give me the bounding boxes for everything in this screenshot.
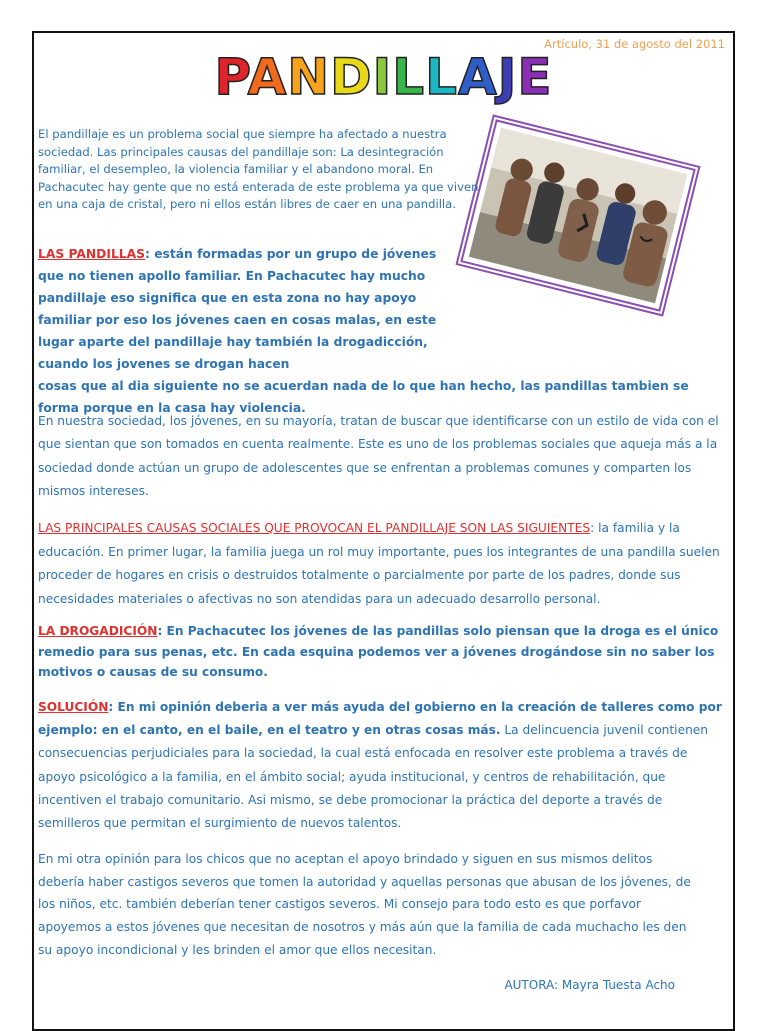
document-page — [32, 31, 735, 1031]
drugs-label: LA DROGADICIÓN — [38, 624, 158, 638]
title-letter: L — [392, 48, 426, 106]
title-letter: I — [372, 48, 393, 106]
title-letter: J — [497, 48, 518, 106]
article-date: Artículo, 31 de agosto del 2011 — [544, 37, 725, 51]
solution-label: SOLUCIÓN — [38, 700, 109, 714]
title-letter: L — [425, 48, 459, 106]
title-letter: A — [247, 48, 288, 106]
title-letter: N — [287, 48, 331, 106]
page-title — [34, 47, 733, 107]
causes-label: LAS PRINCIPALES CAUSAS SOCIALES QUE PROVOCAN EL PANDILLAJE SON LAS SIGUIENTES — [38, 521, 591, 535]
solution-bold-text: : En mi opinión deberia a ver más ayuda del gobierno en la creación de talleres como por ejemplo: en el canto, en el baile, en el teatro y en otras cosas más. — [38, 700, 722, 738]
pandillas-narrow — [38, 243, 458, 375]
title-letter: D — [330, 48, 373, 106]
causes-paragraph — [38, 517, 725, 611]
drugs-text: : En Pachacutec los jóvenes de las pandillas solo piensan que la droga es el único remedio para sus penas, etc. En cada esquina podemos ver a jóvenes drogándose sin no saber los motivos o causas de su consumo. — [38, 624, 719, 679]
pandillas-text-wide: cosas que al dia siguiente no se acuerdan nada de lo que han hecho, las pandillas tambien se forma porque en la casa hay violencia. — [38, 379, 689, 415]
pandillas-label: LAS PANDILLAS — [38, 247, 146, 261]
solution-text: La delincuencia juvenil contienen consecuencias perjudiciales para la sociedad, la cual está enfocada en resolver este problema a través de apoyo psicológico a la familia, en el ámbito social; ayuda institucional, y centros de rehabilitación, que incentiven el trabajo comunitario. Asi mismo, se debe promocionar la práctica del deporte a través de semilleros que permitan el surgimiento de nuevos talentos. — [38, 723, 709, 831]
title-letter: E — [517, 48, 553, 106]
title-letter: A — [458, 48, 498, 106]
drugs-paragraph — [38, 621, 725, 683]
opinion-paragraph: En mi otra opinión para los chicos que no aceptan el apoyo brindado y siguen en sus mismos delitos debería haber castigos severos que tomen la autoridad y aquellas personas que abusan de los jóvenes, de los niños, etc. también deberían tener castigos severos. Mi consejo para todo esto es que porfavor apoyemos a estos jóvenes que necesitan de nosotros y más aún que la familia de cada muchacho les den su apoyo incondicional y les brinden el amor que ellos necesitan. — [38, 852, 691, 957]
pandillas-paragraph — [38, 243, 725, 419]
solution-paragraph — [38, 696, 725, 835]
intro-paragraph: El pandillaje es un problema social que siempre ha afectado a nuestra sociedad. Las principales causas del pandillaje son: La desintegración familiar, el desempleo, la violencia familiar y el abandono moral. En Pachacutec hay gente que no está enterada de este problema ya que viven en una caja de cristal, pero ni ellos están libres de caer en una pandilla. — [38, 127, 479, 211]
title-letter: P — [214, 48, 248, 106]
society-paragraph: En nuestra sociedad, los jóvenes, en su mayoría, tratan de buscar que identificarse con un estilo de vida con el que sientan que son tomados en cuenta realmente. Este es uno de los problemas sociales que aqueja más a la sociedad donde actúan un grupo de adolescentes que se enfrentan a problemas comunes y comparten los mismos intereses. — [38, 414, 719, 498]
author-credit: AUTORA: Mayra Tuesta Acho — [504, 978, 675, 992]
causes-text: : la familia y la educación. En primer lugar, la familia juega un rol muy importante, pues los integrantes de una pandilla suelen proceder de hogares en crisis o destruidos totalmente o parcialmente por parte de los padres, donde sus necesidades materiales o afectivas no son atendidas para un adecuado desarrollo personal. — [38, 521, 720, 606]
pandillas-text: : están formadas por un grupo de jóvenes que no tienen apollo familiar. En Pachacutec hay mucho pandillaje eso significa que en esta zona no hay apoyo familiar por eso los jóvenes caen en cosas malas, en este lugar aparte del pandillaje hay también la drogadicción, cuando los jovenes se drogan hacen — [38, 247, 437, 371]
